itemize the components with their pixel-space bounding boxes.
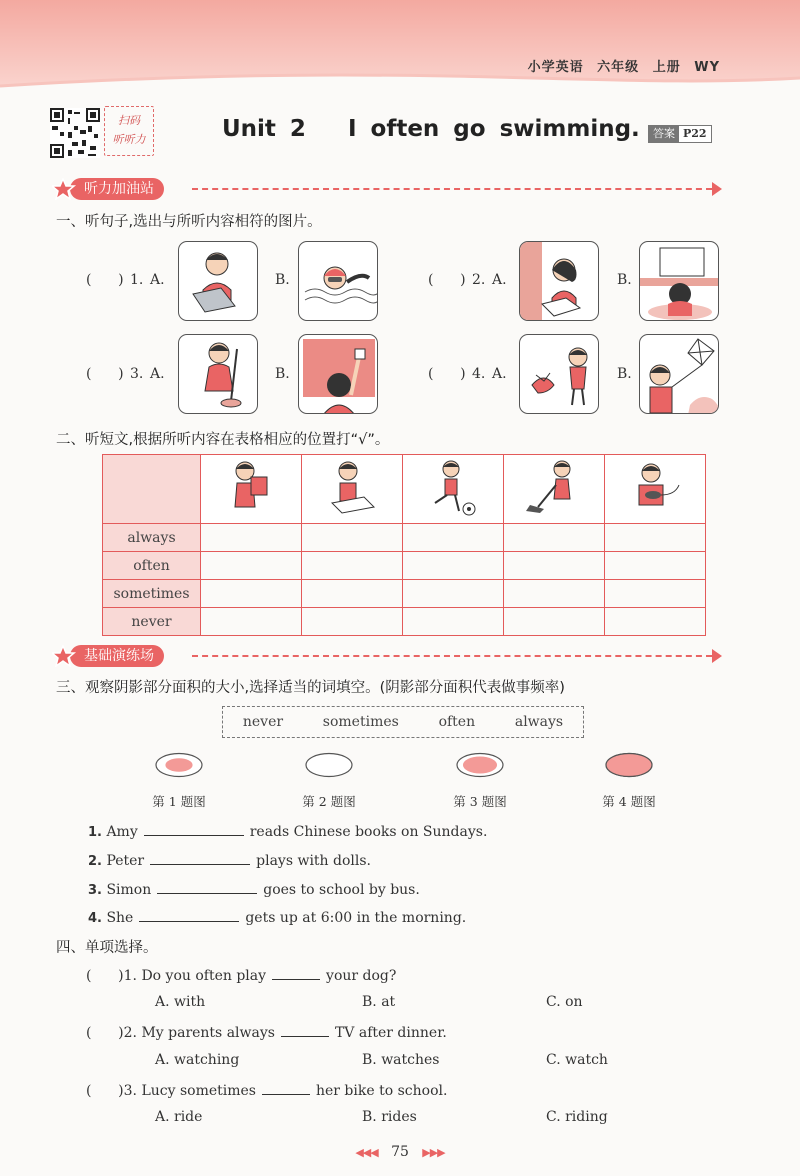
picture-girl-cleaning-window[interactable] [298,334,378,414]
table-cell[interactable] [201,552,302,580]
q1-number: 3. [130,366,144,382]
option-b-label: B. [617,272,632,288]
picture-girl-mopping[interactable] [178,334,258,414]
section-banner-basics: 基础演练场 [52,645,722,667]
answer-bracket[interactable]: ( ) [86,1083,124,1099]
q4-heading: 四、单项选择。 [56,940,158,956]
picture-boy-computer[interactable] [178,241,258,321]
figure-4-ellipse [604,752,654,778]
q1-number: 1. [130,272,144,288]
figure-2-caption: 第 2 题图 [302,794,356,809]
picture-girl-swimming[interactable] [298,241,378,321]
answer-bracket[interactable]: ( ) [428,366,466,382]
word-never: never [242,714,284,730]
fill-blank [281,1023,329,1037]
table-cell[interactable] [403,580,504,608]
q4-1-option-a[interactable]: A. with [155,994,206,1010]
fill-blank [272,966,320,980]
q3-heading: 三、观察阴影部分面积的大小,选择适当的词填空。(阴影部分面积代表做事频率) [56,680,565,696]
q4-2-option-a[interactable]: A. watching [155,1052,240,1068]
figure-3-caption: 第 3 题图 [453,794,507,809]
fill-blank[interactable] [139,908,239,922]
picture-girl-watching-tv[interactable] [639,241,719,321]
word-bank [222,706,584,738]
q3-sentence-4: 4. She gets up at 6:00 in the morning. [88,910,467,926]
girl-mop-icon [179,335,258,414]
answer-bracket[interactable]: ( ) [86,272,124,288]
activity-writing [302,455,403,524]
fill-blank [262,1081,310,1095]
answer-bracket[interactable]: ( ) [86,968,124,984]
page-footer [0,1144,800,1160]
q3-sentence-2: 2. Peter plays with dolls. [88,853,371,869]
picture-boy-flying-kite[interactable] [639,334,719,414]
figure-1-ellipse [154,752,204,778]
answer-bracket[interactable]: ( ) [428,272,466,288]
header-band [0,0,800,92]
q1-number: 4. [472,366,486,382]
boy-writing-icon [302,455,402,519]
table-cell[interactable] [605,552,706,580]
q4-question-3: ( )3. Lucy sometimes her bike to school. [86,1083,448,1099]
boy-football-icon [403,455,503,519]
table-cell[interactable] [504,524,605,552]
table-cell[interactable] [403,524,504,552]
table-cell[interactable] [605,580,706,608]
boy-kite-icon [640,335,719,414]
row-label-always: always [103,524,201,552]
prev-arrows-icon: ◀◀◀ [355,1146,378,1159]
word-sometimes: sometimes [322,714,399,730]
table-cell[interactable] [504,608,605,636]
picture-girl-drawing[interactable] [519,241,599,321]
boy-reading-icon [201,455,301,519]
table-cell[interactable] [605,524,706,552]
option-a-label: A. [150,366,165,382]
activity-playing-games [605,455,706,524]
table-cell[interactable] [504,552,605,580]
book-info: 小学英语 六年级 上册 WY [527,60,720,75]
figure-4-caption: 第 4 题图 [602,794,656,809]
row-label-often: often [103,552,201,580]
option-a-label: A. [150,272,165,288]
answer-bracket[interactable]: ( ) [86,1025,124,1041]
boy-game-icon [605,455,705,519]
frequency-table [102,454,706,636]
table-cell[interactable] [302,524,403,552]
next-arrows-icon: ▶▶▶ [422,1146,445,1159]
qr-code-icon[interactable] [50,108,100,158]
table-cell[interactable] [302,580,403,608]
girl-book-icon [520,242,599,321]
answer-bracket[interactable]: ( ) [86,366,124,382]
figure-3-ellipse [455,752,505,778]
scan-listen-label: 扫码 听听力 [104,106,154,156]
option-b-label: B. [617,366,632,382]
q3-sentence-3: 3. Simon goes to school by bus. [88,882,420,898]
option-b-label: B. [275,272,290,288]
q4-3-option-c[interactable]: C. riding [546,1109,608,1125]
q4-2-option-b[interactable]: B. watches [362,1052,440,1068]
q3-sentence-1: 1. Amy reads Chinese books on Sundays. [88,824,488,840]
q1-heading: 一、听句子,选出与所听内容相符的图片。 [56,214,322,230]
boy-laptop-icon [179,242,258,321]
table-cell[interactable] [201,608,302,636]
table-cell[interactable] [403,552,504,580]
row-label-sometimes: sometimes [103,580,201,608]
q4-question-2: ( )2. My parents always TV after dinner. [86,1025,447,1041]
banner-star-icon [52,645,78,667]
section-banner-listening: 听力加油站 [52,178,722,200]
q1-number: 2. [472,272,486,288]
table-cell[interactable] [605,608,706,636]
swimmer-icon [299,242,378,321]
word-often: often [438,714,476,730]
q4-1-option-c[interactable]: C. on [546,994,583,1010]
activity-playing-football [403,455,504,524]
fill-blank[interactable] [150,851,250,865]
page-number: 75 [391,1144,409,1160]
option-b-label: B. [275,366,290,382]
q4-3-option-a[interactable]: A. ride [155,1109,203,1125]
row-label-never: never [103,608,201,636]
q4-question-1: ( )1. Do you often play your dog? [86,968,397,984]
answer-page-tag: 答案 P22 [648,125,712,143]
table-cell[interactable] [201,524,302,552]
banner-star-icon [52,178,78,200]
q4-3-option-b[interactable]: B. rides [362,1109,417,1125]
figure-1-caption: 第 1 题图 [152,794,206,809]
fill-blank[interactable] [144,822,244,836]
boy-bird-icon [520,335,599,414]
girl-tv-icon [640,242,719,321]
word-always: always [514,714,564,730]
boy-sweeping-icon [504,455,604,519]
table-corner [103,455,201,524]
table-cell[interactable] [504,580,605,608]
activity-reading-books [201,455,302,524]
activity-sweeping [504,455,605,524]
q4-2-option-c[interactable]: C. watch [546,1052,608,1068]
fill-blank[interactable] [157,880,257,894]
table-cell[interactable] [302,608,403,636]
q2-heading: 二、听短文,根据所听内容在表格相应的位置打“√”。 [56,432,390,448]
q4-1-option-b[interactable]: B. at [362,994,396,1010]
table-cell[interactable] [302,552,403,580]
unit-title: Unit 2 I often go swimming. [222,116,640,142]
option-a-label: A. [492,272,507,288]
table-cell[interactable] [403,608,504,636]
picture-boy-playing-with-bird[interactable] [519,334,599,414]
figure-2-ellipse [304,752,354,778]
girl-window-icon [299,335,378,414]
table-cell[interactable] [201,580,302,608]
option-a-label: A. [492,366,507,382]
